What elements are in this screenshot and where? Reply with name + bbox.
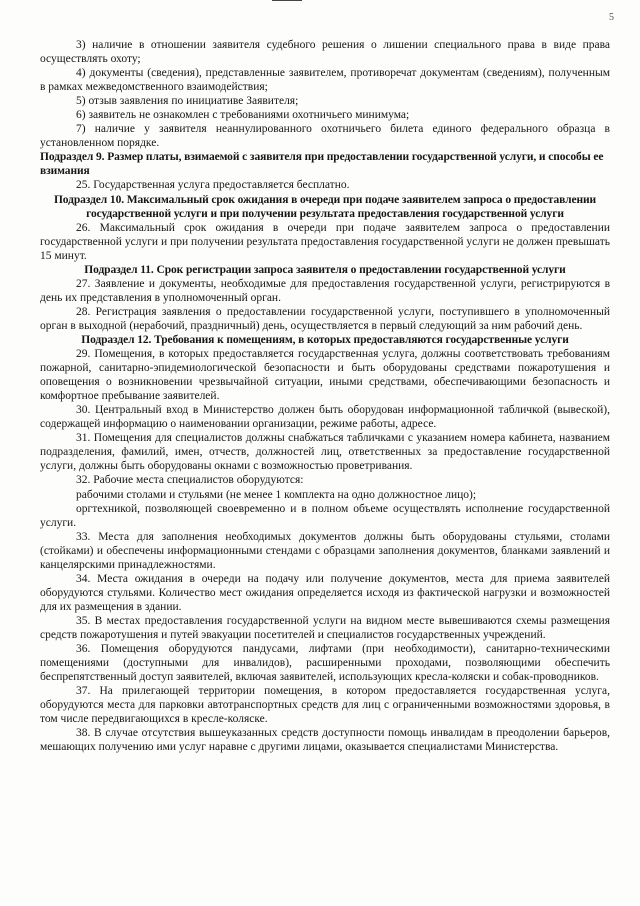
- paragraph: 25. Государственная услуга предоставляется бесплатно.: [76, 179, 350, 192]
- paragraph: 30. Центральный вход в Министерство должен быть оборудован информационной табличкой (вывеской), содержащей информацию о наименовании организации, режиме работы, адресе.: [40, 404, 610, 431]
- paragraph: оргтехникой, позволяющей своевременно и в полном объеме осуществлять исполнение государственной услуги.: [40, 502, 610, 529]
- document-body: [40, 38, 610, 754]
- paragraph: 27. Заявление и документы, необходимые для предоставления государственной услуги, регистрируются в день их представления в уполномоченный орган.: [40, 277, 610, 304]
- paragraph: 34. Места ожидания в очереди на подачу или получение документов, места для приема заявителей оборудуются стульями. Количество мест ожидания определяется исходя из фактической нагрузки и возможностей для их размещения в здании.: [40, 572, 610, 613]
- section-heading: Подраздел 10. Максимальный срок ожидания в очереди при подаче заявителем запроса о предоставлении государственной услуги и при получении результата предоставления государственной услуги: [53, 193, 597, 220]
- paragraph: 3) наличие в отношении заявителя судебного решения о лишении специального права в виде права осуществлять охоту;: [40, 39, 610, 66]
- paragraph: 36. Помещения оборудуются пандусами, лифтами (при необходимости), санитарно-техническими помещениями (доступными для инвалидов), расширенными проходами, позволяющими обеспечить беспрепятственный доступ заявителей, включая заявителей, использующих кресла-коляски и собак-проводников.: [40, 643, 610, 684]
- paragraph: рабочими столами и стульями (не менее 1 комплекта на одно должностное лицо);: [76, 488, 477, 501]
- scan-mark: [272, 0, 302, 1]
- paragraph: 4) документы (сведения), представленные заявителем, противоречат документам (сведениям), полученным в рамках межведомственного взаимодействия;: [40, 67, 610, 94]
- paragraph: 38. В случае отсутствия вышеуказанных средств доступности помощь инвалидам в преодолении барьеров, мешающих получению ими услуг наравне с другими лицами, оказывается специалистами Министерства.: [40, 727, 610, 754]
- paragraph: 28. Регистрация заявления о предоставлении государственной услуги, поступившего в уполномоченный орган в выходной (нерабочий, праздничный) день, осуществляется в первый следующий за ним рабочий день.: [40, 305, 610, 332]
- paragraph: 33. Места для заполнения необходимых документов должны быть оборудованы стульями, столами (стойками) и обеспечены информационными стендами с образцами заполнения документов, бланками заявлений и канцелярскими принадлежностями.: [40, 530, 610, 571]
- section-heading: Подраздел 9. Размер платы, взимаемой с заявителя при предоставлении государственной услуги, и способы ее взимания: [40, 151, 604, 178]
- paragraph: 32. Рабочие места специалистов оборудуются:: [76, 474, 304, 487]
- paragraph: 35. В местах предоставления государственной услуги на видном месте вывешиваются схемы размещения средств пожаротушения и путей эвакуации посетителей и специалистов государственных учреждений.: [40, 614, 610, 641]
- paragraph: 7) наличие у заявителя неаннулированного охотничьего билета единого федерального образца в установленном порядке.: [40, 123, 610, 150]
- paragraph: 29. Помещения, в которых предоставляется государственная услуга, должны соответствовать требованиям пожарной, санитарно-эпидемиологической безопасности и быть оборудованы средствами пожаротушения и оповещения о возникновении чрезвычайной ситуации, иными средствами, обеспечивающими безопасность и комфортное пребывание заявителей.: [40, 348, 610, 403]
- paragraph: 6) заявитель не ознакомлен с требованиями охотничьего минимума;: [76, 109, 410, 122]
- paragraph: 26. Максимальный срок ожидания в очереди при подаче заявителем запроса о предоставлении государственной услуги и при получении результата предоставления государственной услуги не должен превышать 15 минут.: [40, 221, 610, 262]
- paragraph: 31. Помещения для специалистов должны снабжаться табличками с указанием номера кабинета, названием подразделения, фамилий, имен, отчеств, должностей лиц, ответственных за предоставление государственной услуги, должны быть оборудованы окнами с возможностью проветривания.: [40, 432, 610, 473]
- section-heading: Подраздел 11. Срок регистрации запроса заявителя о предоставлении государственной услуги: [84, 263, 566, 276]
- paragraph: 5) отзыв заявления по инициативе Заявителя;: [76, 95, 299, 108]
- page-number: 5: [609, 12, 614, 23]
- section-heading: Подраздел 12. Требования к помещениям, в которых предоставляются государственные услуги: [81, 333, 569, 346]
- paragraph: 37. На прилегающей территории помещения, в котором предоставляется государственная услуга, оборудуются места для парковки автотранспортных средств для лиц с ограниченными возможностями здоровья, в том числе передвигающихся в кресле-коляске.: [40, 685, 610, 726]
